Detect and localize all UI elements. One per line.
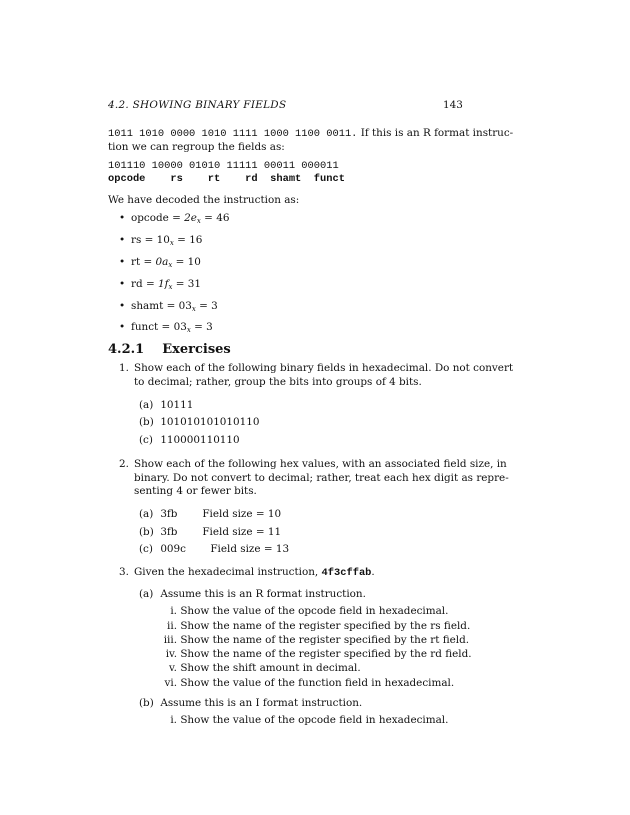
- exercise-3b-item: i. Show the value of the opcode field in hexadecimal.: [170, 714, 449, 726]
- bullet-icon: •: [119, 278, 126, 290]
- regroup-bits: 101110 10000 01010 11111 00011 000011: [108, 160, 339, 172]
- exercise-2-number: 2.: [119, 458, 129, 470]
- exercise-3a-item: ii. Show the name of the register specified by the rs field.: [167, 620, 471, 632]
- intro-text-1: If this is an R format instruc-: [357, 127, 514, 139]
- decoded-item: • rs = $10_x = 16$: [119, 234, 203, 247]
- exercise-1-line-2: to decimal; rather, group the bits into groups of 4 bits.: [134, 376, 422, 388]
- decoded-item: • shamt = $03_x = 3$: [119, 300, 218, 313]
- decoded-item: • opcode = $2e_x = 46$: [119, 212, 230, 225]
- exercise-1-number: 1.: [119, 362, 129, 374]
- bullet-icon: •: [119, 234, 126, 246]
- exercise-2-line-1: Show each of the following hex values, with an associated field size, in: [134, 458, 507, 470]
- exercise-2-line-3: senting 4 or fewer bits.: [134, 485, 257, 497]
- bullet-icon: •: [119, 300, 126, 312]
- exercise-1-part: (a) 10111: [139, 399, 194, 411]
- exercise-3a-item: iii. Show the name of the register specified by the rt field.: [163, 634, 470, 646]
- exercise-3a-item: iv. Show the name of the register specified by the rd field.: [165, 648, 472, 660]
- instruction-binary: 1011 1010 0000 1010 1111 1000 1100 0011.: [108, 128, 358, 140]
- exercise-3a-item: v. Show the shift amount in decimal.: [169, 662, 361, 674]
- intro-line-1: [108, 127, 513, 140]
- bullet-icon: •: [119, 321, 126, 333]
- decoded-item: • rd = $1f_x = 31$: [119, 278, 201, 291]
- decoded-item: • rt = $0a_x = 10$: [119, 256, 201, 269]
- exercise-1-part: (b) 101010101010110: [139, 416, 260, 428]
- section-heading: 4.2.1 Exercises: [108, 342, 231, 357]
- running-header: 4.2. SHOWING BINARY FIELDS: [108, 99, 287, 111]
- bullet-icon: •: [119, 212, 126, 224]
- instruction-hex: 4f3cffab: [321, 567, 372, 579]
- exercise-2-part: (b) 3fb Field size = 11: [139, 526, 282, 538]
- exercise-1-line-1: Show each of the following binary fields in hexadecimal. Do not convert: [134, 362, 514, 374]
- bullet-icon: •: [119, 256, 126, 268]
- exercise-2-line-2: binary. Do not convert to decimal; rather, treat each hex digit as repre-: [134, 472, 509, 484]
- exercise-2-part: (c) 009c Field size = 13: [139, 543, 290, 555]
- exercise-3b: (b) Assume this is an I format instruction.: [139, 697, 363, 709]
- decoded-item: • funct = $03_x = 3$: [119, 321, 213, 334]
- exercise-3-number: 3.: [119, 566, 129, 578]
- exercise-1-part: (c) 110000110110: [139, 434, 240, 446]
- exercise-3a-item: vi. Show the value of the function field in hexadecimal.: [164, 677, 455, 689]
- page-number: 143: [443, 99, 463, 111]
- exercise-3a: (a) Assume this is an R format instruction.: [139, 588, 366, 600]
- exercise-2-part: (a) 3fb Field size = 10: [139, 508, 282, 520]
- intro-text-2: tion we can regroup the fields as:: [108, 141, 285, 153]
- exercise-3a-item: i. Show the value of the opcode field in hexadecimal.: [170, 605, 449, 617]
- regroup-labels: opcode rs rt rd shamt funct: [108, 173, 345, 185]
- decoded-intro: We have decoded the instruction as:: [108, 194, 300, 206]
- exercise-3-line: Given the hexadecimal instruction, 4f3cffab.: [134, 566, 375, 579]
